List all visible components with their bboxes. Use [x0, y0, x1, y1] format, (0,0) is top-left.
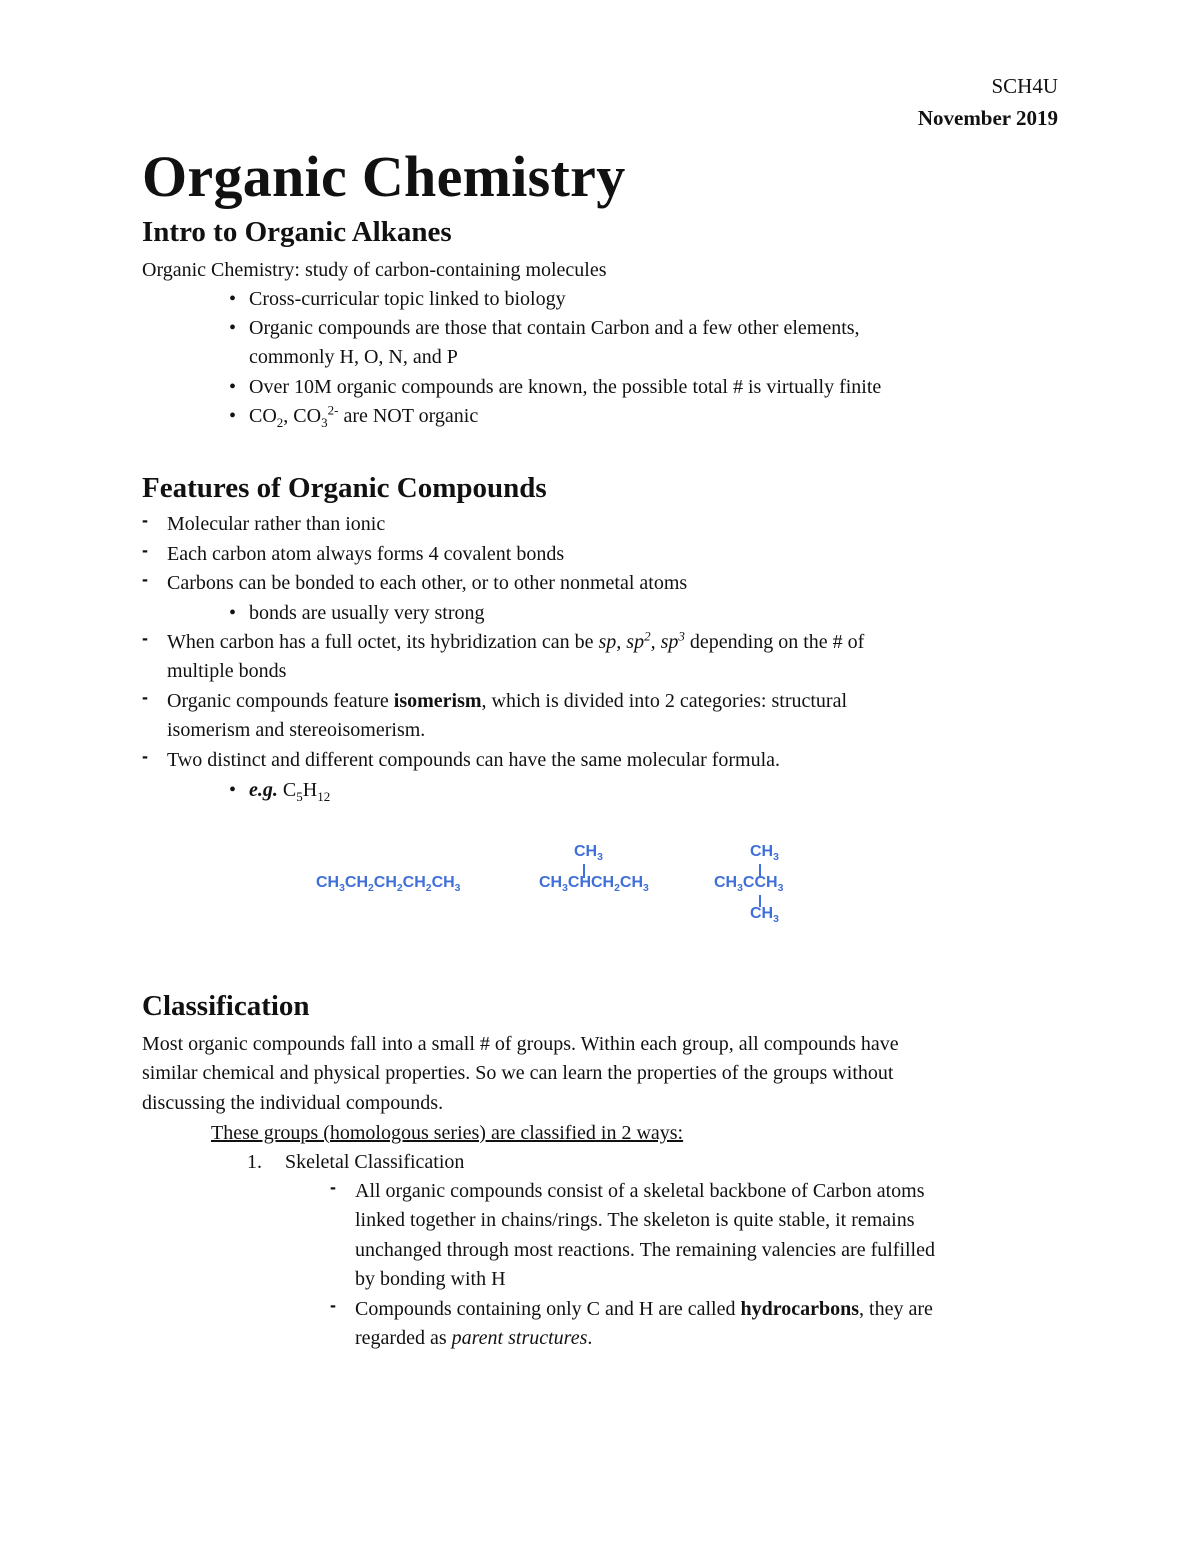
list-item-continuation: isomerism and stereoisomerism. [167, 719, 426, 741]
molecule-neopentane-top: $CH_3$ [750, 843, 779, 864]
heading-intro: Intro to Organic Alkanes [142, 216, 452, 248]
list-item-continuation: by bonding with H [355, 1268, 506, 1290]
numbered-item-label: Skeletal Classification [285, 1151, 465, 1173]
list-item-hydrocarbons: - Compounds containing only C and H are called hydrocarbons, they are [355, 1295, 933, 1324]
list-item: - Molecular rather than ionic [167, 510, 385, 539]
heading-classification: Classification [142, 990, 310, 1022]
definition-text: Organic Chemistry: study of carbon-containing molecules [142, 259, 607, 281]
list-item-sub: • bonds are usually very strong [249, 599, 485, 628]
list-item-hybrid: - When carbon has a full octet, its hybridization can be sp, $sp^2$, $sp^3$ depending on the # of [167, 628, 864, 657]
dash-bullet: - [142, 746, 148, 766]
molecule-isopentane-methyl: $CH_3$ [574, 843, 603, 864]
molecule-neopentane: $CH_3CCH_3$ [714, 874, 784, 895]
molecule-pentane: $CH_3CH_2CH_2CH_2CH_3$ [316, 874, 461, 895]
list-item: - Two distinct and different compounds can have the same molecular formula. [167, 746, 780, 775]
list-item-continuation: commonly H, O, N, and P [249, 346, 458, 368]
dash-bullet: - [142, 687, 148, 707]
list-item-continuation: multiple bonds [167, 660, 287, 682]
paragraph-line: similar chemical and physical properties. So we can learn the properties of the groups without [142, 1062, 894, 1084]
example-formula: • e.g. $C_5H_{12}$ [249, 776, 330, 805]
list-item: - Each carbon atom always forms 4 covalent bonds [167, 540, 564, 569]
numbered-marker: 1. [247, 1151, 262, 1173]
list-item: • Organic compounds are those that contain Carbon and a few other elements, [249, 314, 860, 343]
course-code: SCH4U [991, 74, 1058, 98]
list-item: • Over 10M organic compounds are known, the possible total # is virtually finite [249, 373, 881, 402]
date-label: November 2019 [917, 106, 1058, 130]
list-item-continuation: unchanged through most reactions. The remaining valencies are fulfilled [355, 1239, 935, 1261]
list-item: - All organic compounds consist of a skeletal backbone of Carbon atoms [355, 1177, 925, 1206]
dash-bullet: - [330, 1295, 336, 1315]
list-item: - Carbons can be bonded to each other, or to other nonmetal atoms [167, 569, 687, 598]
list-item: • Cross-curricular topic linked to biology [249, 285, 566, 314]
dash-bullet: - [142, 628, 148, 648]
dash-bullet: - [330, 1177, 336, 1197]
list-item-isomerism: - Organic compounds feature isomerism, which is divided into 2 categories: structural [167, 687, 847, 716]
list-item-continuation: regarded as parent structures. [355, 1327, 593, 1349]
page-title: Organic Chemistry [142, 144, 626, 209]
underlined-intro: These groups (homologous series) are classified in 2 ways: [211, 1122, 684, 1144]
heading-features: Features of Organic Compounds [142, 472, 547, 504]
dash-bullet: - [142, 569, 148, 589]
molecule-isopentane: $CH_3CHCH_2CH_3$ [539, 874, 649, 895]
molecule-neopentane-bottom: $CH_3$ [750, 905, 779, 926]
dash-bullet: - [142, 540, 148, 560]
list-item-continuation: linked together in chains/rings. The skeleton is quite stable, it remains [355, 1209, 915, 1231]
paragraph-line: Most organic compounds fall into a small # of groups. Within each group, all compounds have [142, 1033, 899, 1055]
list-item-co2: • $CO_2$, $CO_3^{2-}$ are NOT organic [249, 402, 478, 431]
paragraph-line: discussing the individual compounds. [142, 1092, 444, 1114]
dash-bullet: - [142, 510, 148, 530]
